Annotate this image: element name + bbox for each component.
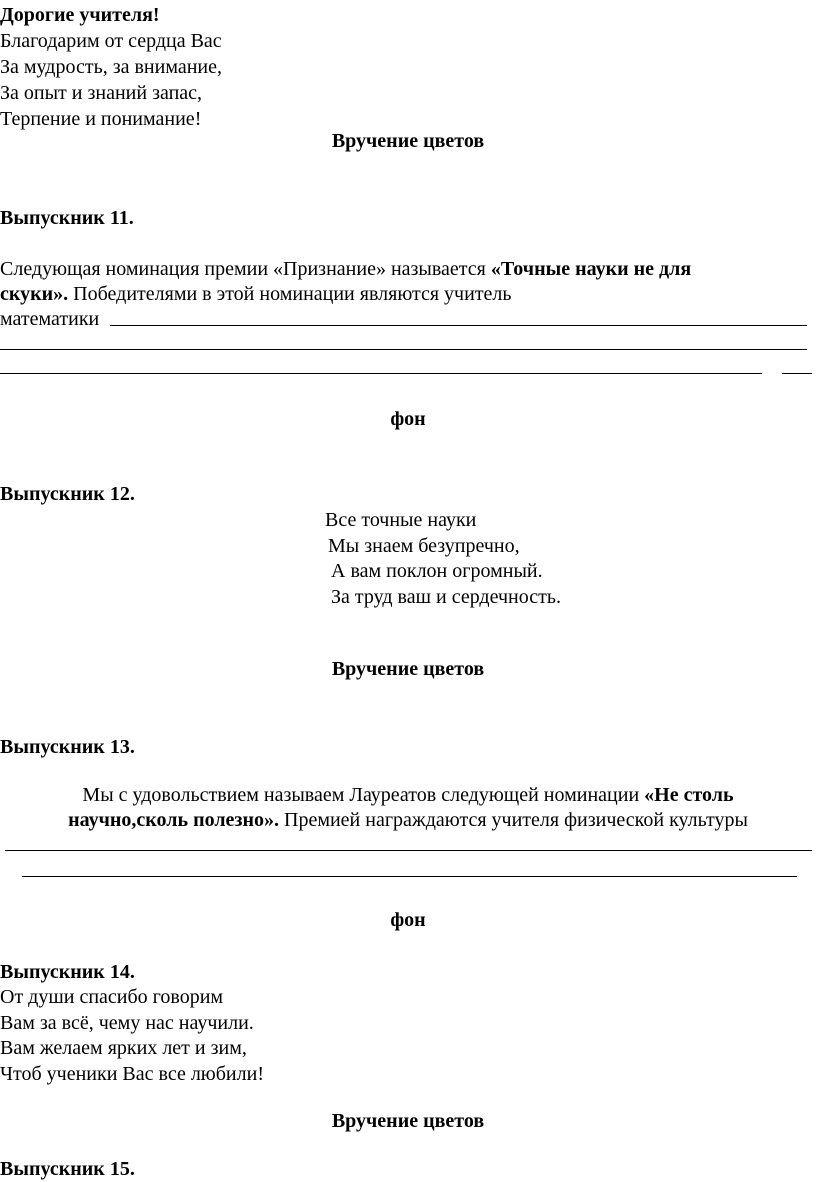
intro-line-2: За мудрость, за внимание, xyxy=(0,56,223,78)
s14-line-3: Вам желаем ярких лет и зим, xyxy=(0,1037,247,1059)
s11-heading: Выпускник 11. xyxy=(0,207,134,229)
s13-para-line-2: научно,сколь полезно». Премией награждаются учителя физической культуры xyxy=(68,809,748,831)
s13-heading: Выпускник 13. xyxy=(0,736,135,758)
blank-line xyxy=(782,373,812,374)
s14-line-2: Вам за всё, чему нас научили. xyxy=(0,1012,254,1034)
blank-line xyxy=(5,850,812,851)
intro-line-1: Благодарим от сердца Вас xyxy=(0,30,222,52)
s12-line-3: А вам поклон огромный. xyxy=(331,560,543,582)
fon-label-1: фон xyxy=(390,408,426,430)
s15-heading: Выпускник 15. xyxy=(0,1158,135,1180)
fon-label-2: фон xyxy=(390,909,426,931)
s12-heading: Выпускник 12. xyxy=(0,483,135,505)
s11-para-line-3: математики xyxy=(0,308,100,330)
blank-line xyxy=(0,373,762,374)
blank-line xyxy=(22,876,797,877)
s11-para-line-2: скуки». Победителями в этой номинации являются учитель xyxy=(0,283,512,305)
s12-line-2: Мы знаем безупречно, xyxy=(328,535,520,557)
s11-para-line-1: Следующая номинация премии «Признание» называется «Точные науки не для xyxy=(0,258,692,280)
blank-line xyxy=(110,325,807,326)
s13-para-line-1: Мы с удовольствием называем Лауреатов следующей номинации «Не столь xyxy=(82,784,734,806)
flowers-label-2: Вручение цветов xyxy=(331,658,485,680)
s12-line-1: Все точные науки xyxy=(325,509,477,531)
flowers-label-3: Вручение цветов xyxy=(331,1110,485,1132)
intro-line-4: Терпение и понимание! xyxy=(0,108,202,130)
intro-heading: Дорогие учителя! xyxy=(0,4,160,26)
flowers-label-1: Вручение цветов xyxy=(331,130,485,152)
s14-heading: Выпускник 14. xyxy=(0,961,135,983)
blank-line xyxy=(0,349,807,350)
intro-line-3: За опыт и знаний запас, xyxy=(0,82,203,104)
s14-line-4: Чтоб ученики Вас все любили! xyxy=(0,1063,264,1085)
s12-line-4: За труд ваш и сердечность. xyxy=(331,586,561,608)
s14-line-1: От души спасибо говорим xyxy=(0,986,224,1008)
